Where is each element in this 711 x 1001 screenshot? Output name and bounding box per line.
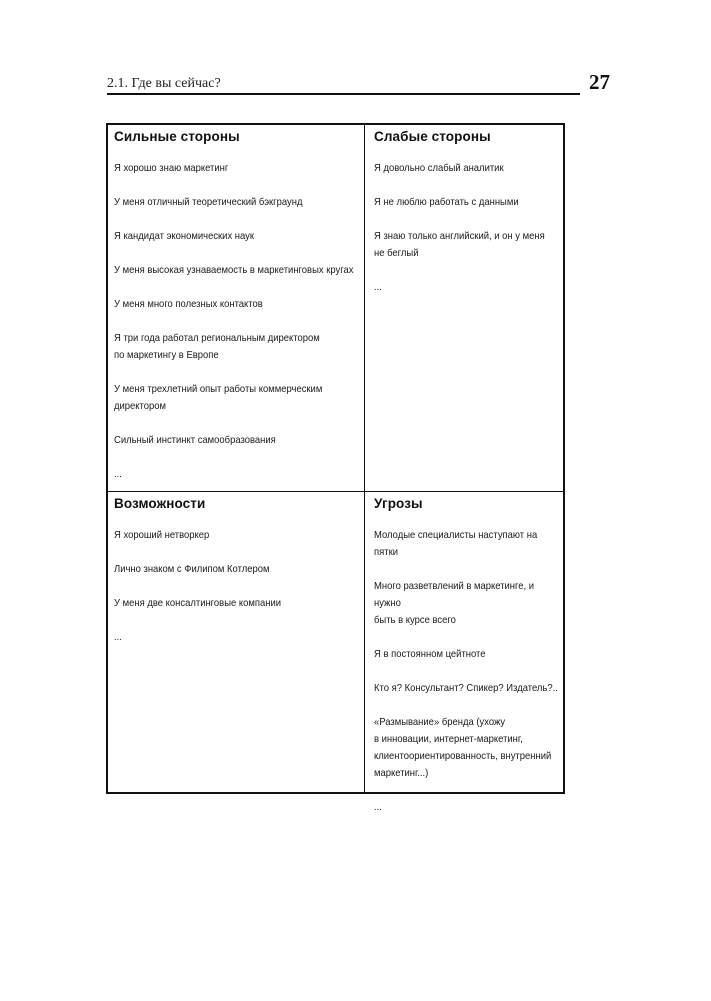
threats-quadrant — [374, 496, 562, 833]
swot-item: Я не люблю работать с данными — [374, 196, 519, 208]
vertical-divider — [364, 125, 365, 792]
weaknesses-heading: Слабые стороны — [374, 129, 491, 144]
threats-heading: Угрозы — [374, 496, 423, 511]
swot-item: У меня трехлетний опыт работы коммерческим директором — [114, 383, 323, 412]
swot-item: Я довольно слабый аналитик — [374, 162, 504, 174]
running-head — [107, 72, 610, 96]
swot-table — [106, 123, 565, 813]
strengths-list — [114, 160, 360, 483]
swot-item: ... — [374, 281, 382, 293]
page-number: 27 — [589, 70, 610, 94]
opportunities-quadrant — [114, 496, 360, 663]
swot-item: Я знаю только английский, и он у меня не беглый — [374, 230, 545, 259]
swot-item: Я хорошо знаю маркетинг — [114, 162, 229, 174]
opportunities-list — [114, 527, 360, 646]
swot-item: Много разветвлений в маркетинге, и нужно быть в курсе всего — [374, 580, 535, 626]
swot-item: Сильный инстинкт самообразования — [114, 434, 276, 446]
swot-item: Я кандидат экономических наук — [114, 230, 255, 242]
swot-item: У меня две консалтинговые компании — [114, 597, 282, 609]
section-title: 2.1. Где вы сейчас? — [107, 76, 221, 91]
strengths-heading: Сильные стороны — [114, 129, 240, 144]
swot-item: У меня высокая узнаваемость в маркетинговых кругах — [114, 264, 354, 276]
strengths-quadrant — [114, 129, 360, 500]
swot-item: Я хороший нетворкер — [114, 529, 210, 541]
swot-item: Я три года работал региональным директором по маркетингу в Европе — [114, 332, 320, 361]
swot-item: ... — [374, 801, 382, 813]
opportunities-heading: Возможности — [114, 496, 206, 511]
swot-item: У меня отличный теоретический бэкграунд — [114, 196, 303, 208]
threats-list — [374, 527, 562, 816]
header-rule — [107, 93, 580, 95]
swot-item: ... — [114, 468, 122, 480]
swot-item: Я в постоянном цейтноте — [374, 648, 486, 660]
swot-item: Лично знаком с Филипом Котлером — [114, 563, 270, 575]
weaknesses-quadrant — [374, 129, 562, 313]
swot-item: Кто я? Консультант? Спикер? Издатель?.. — [374, 682, 558, 694]
weaknesses-list — [374, 160, 562, 296]
swot-item: ... — [114, 631, 122, 643]
swot-item: «Размывание» бренда (ухожу в инновации, интернет-маркетинг, клиентоориентированность, внутренний маркетинг...) — [374, 716, 552, 779]
swot-item: У меня много полезных контактов — [114, 298, 263, 310]
swot-item: Молодые специалисты наступают на пятки — [374, 529, 538, 558]
